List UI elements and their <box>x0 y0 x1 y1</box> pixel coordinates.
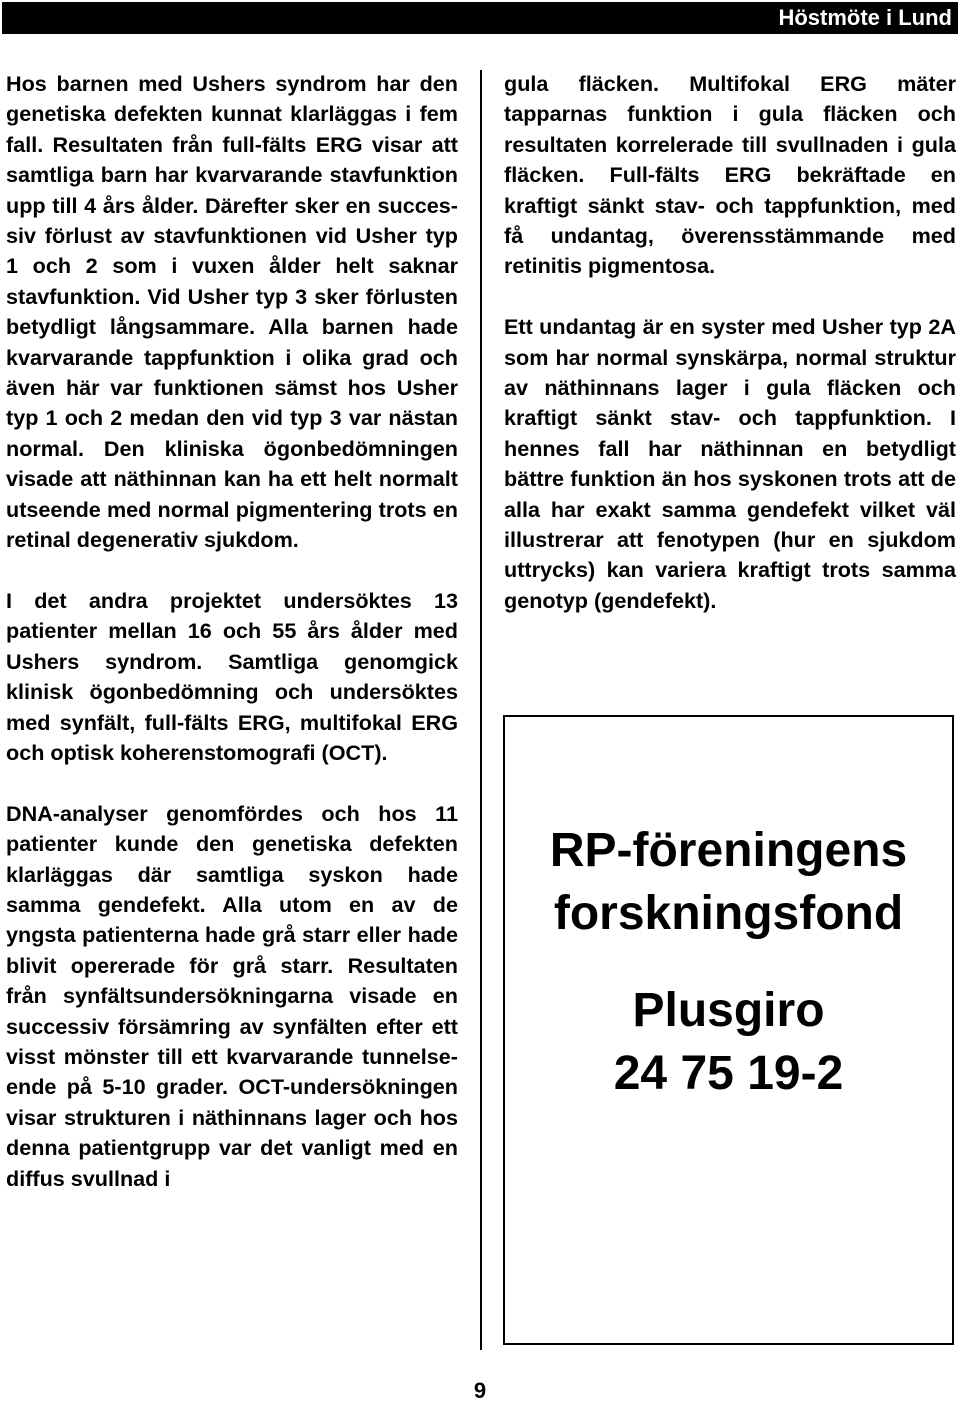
ad-giro-label: Plusgiro <box>632 984 825 1037</box>
page-number: 9 <box>473 1378 487 1403</box>
ad-giro-number: 24 75 19-2 <box>613 1047 844 1100</box>
ad-giro-info <box>505 979 952 1105</box>
ad-fund-name <box>505 819 952 945</box>
header-title: Höstmöte i Lund <box>778 5 952 30</box>
right-paragraph-1: gula fläcken. Multifokal ERG mäter tapparnas funktion i gula fläcken och resultaten korrelerade till svullnaden i gula fläcken. Full-fälts ERG bekräftade en kraftigt sänkt stav- och tappfunktion, med få undantag, överensstämmande med retinitis pigmentosa. <box>504 71 956 279</box>
left-column <box>6 69 458 1194</box>
fundraising-ad-box <box>503 715 954 1345</box>
ad-title-line-2: forskningsfond <box>553 887 904 940</box>
ad-title-line-1: RP-föreningens <box>549 824 908 877</box>
column-divider <box>480 70 482 1350</box>
left-paragraph-3: DNA-analyser genomfördes och hos 11 patienter kunde den genetiska defekten klarläggas där samtliga syskon hade samma gendefekt. Alla utom en av de yngsta patienterna hade grå starr eller hade blivit opererade för grå starr. Resultaten från synfältsundersökningarna visade en successiv försämring av synfälten efter ett visst mönster till ett kvarvarande tunnelseende på 5-10 grader. OCT-undersökningen visar strukturen i näthinnans lager och hos denna patientgrupp var det vanligt med en diffus svullnad i <box>6 800 458 1191</box>
left-paragraph-1: Hos barnen med Ushers syndrom har den genetiska defekten kunnat klarläggas i fem fall. Resultaten från full-fälts ERG visar att samtliga barn har kvarvarande stavfunktion upp till 4 års ålder. Därefter sker en successiv förlust av stavfunktionen vid Usher typ 1 och 2 som i vuxen ålder helt saknar stavfunktion. Vid Usher typ 3 sker förlusten betydligt långsammare. Alla barnen hade kvarvarande tappfunktion i olika grad och även här var funktionen sämst hos Usher typ 1 och 2 medan den vid typ 3 var nästan normal. Den kliniska ögonbedömningen visade att näthinnan kan ha ett helt normalt utseende med normal pigmentering trots en retinal degenerativ sjukdom. <box>6 71 458 553</box>
right-column <box>504 69 956 616</box>
right-paragraph-2: Ett undantag är en syster med Usher typ 2A som har normal synskärpa, normal struktur av näthinnans lager i gula fläcken och kraftigt sänkt stav- och tappfunktion. I hennes fall har näthinnan en betydligt bättre funktion än hos syskonen trots att de alla har exakt samma gendefekt vilket väl illustrerar att fenotypen (hur en sjukdom uttrycks) kan variera kraftigt trots samma genotyp (gendefekt). <box>504 314 956 613</box>
left-paragraph-2: I det andra projektet undersöktes 13 patienter mellan 16 och 55 års ålder med Ushers syndrom. Samtliga genomgick klinisk ögonbedömning och undersöktes med synfält, full-fälts ERG, multifokal ERG och optisk koherenstomografi (OCT). <box>6 587 458 765</box>
header-bar <box>2 2 958 34</box>
